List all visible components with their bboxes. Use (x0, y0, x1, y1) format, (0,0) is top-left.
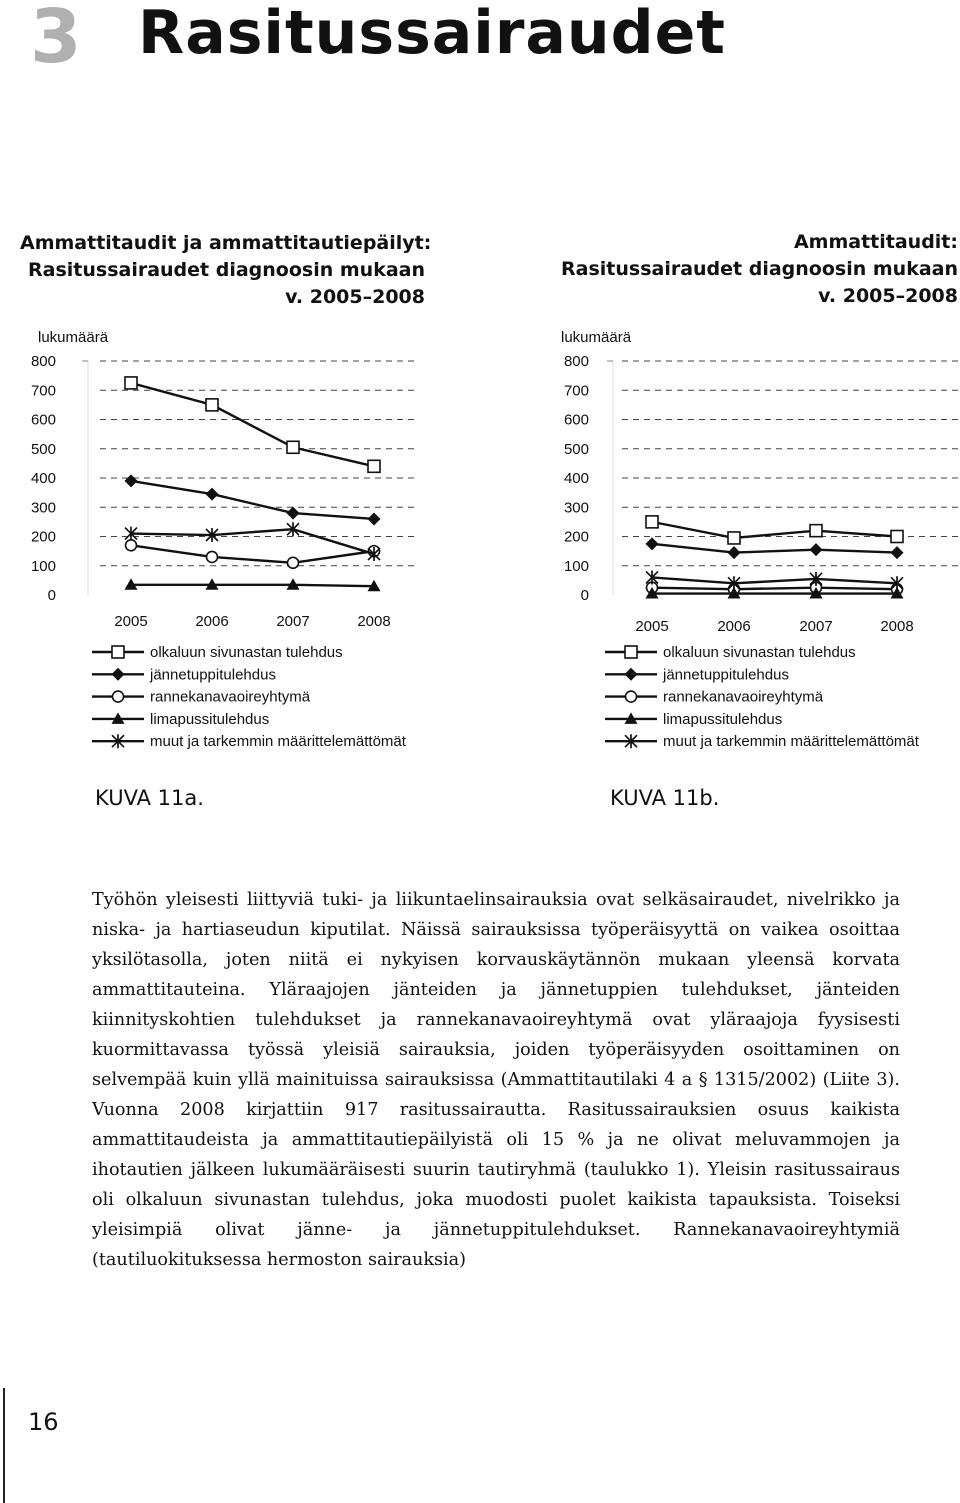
x-tick-label: 2007 (799, 618, 833, 635)
data-point (206, 488, 219, 501)
data-point (368, 460, 380, 472)
x-tick-label: 2005 (114, 613, 148, 630)
legend-label: rannekanavaoireyhtymä (663, 688, 824, 706)
legend-marker (113, 691, 124, 702)
chart-b (500, 318, 960, 758)
y-tick-label: 200 (563, 528, 589, 546)
series-diamond (646, 537, 904, 559)
series-line (131, 383, 374, 466)
legend-label: muut ja tarkemmin määrittelemättömät (150, 733, 406, 751)
series-line (652, 544, 897, 553)
y-tick-label: 500 (563, 440, 589, 458)
legend-label: jännetuppitulehdus (150, 666, 276, 684)
y-tick-label: 400 (30, 470, 56, 487)
legend-item (605, 666, 789, 683)
y-axis-label: lukumäärä (561, 329, 632, 346)
y-tick-label: 600 (30, 411, 56, 429)
legend-label: limapussitulehdus (663, 710, 783, 728)
legend-item (92, 666, 276, 683)
data-point (287, 507, 300, 520)
y-tick-label: 100 (30, 557, 56, 575)
series-square (125, 377, 380, 472)
data-point (728, 546, 741, 559)
x-tick-label: 2008 (357, 613, 391, 630)
margin-rule (3, 1388, 5, 1503)
legend-marker (625, 668, 638, 681)
y-tick-label: 0 (47, 587, 56, 604)
chart-b-title-line: Ammattitaudit: (793, 231, 958, 253)
series-line (131, 481, 374, 519)
data-point (368, 512, 381, 525)
y-tick-label: 300 (563, 499, 589, 517)
data-point (646, 537, 659, 550)
data-point (287, 441, 299, 453)
x-tick-label: 2008 (880, 618, 914, 635)
legend-marker (112, 668, 125, 681)
legend-label: olkaluun sivunastan tulehdus (150, 644, 343, 661)
data-point (810, 543, 823, 556)
chart-a-title-line: Rasitussairaudet diagnoosin mukaan (28, 259, 425, 281)
legend-label: jännetuppitulehdus (663, 666, 789, 684)
series-line (652, 588, 897, 589)
chapter-number: 3 (30, 0, 82, 80)
y-axis-label: lukumäärä (38, 329, 109, 346)
series-line (131, 545, 374, 563)
data-point (125, 377, 137, 389)
legend-label: muut ja tarkemmin määrittelemättömät (663, 733, 919, 751)
series-line (652, 577, 897, 583)
x-tick-label: 2007 (276, 613, 310, 630)
chart-a (0, 318, 470, 758)
chart-a-title-line: Ammattitaudit ja ammattitautiepäilyt: (20, 232, 432, 254)
y-tick-label: 200 (30, 528, 56, 546)
data-point (810, 525, 822, 537)
chart-b-title-line: v. 2005–2008 (818, 285, 958, 307)
x-tick-label: 2006 (717, 618, 751, 635)
data-point (891, 546, 904, 559)
body-paragraph: Työhön yleisesti liittyviä tuki- ja liikuntaelinsairauksia ovat selkäsairaudet, nivelrikko ja niska- ja hartiaseudun kiputilat. Näissä sairauksissa työperäisyyttä on vaikea osoittaa yksilötasolla, joten niitä ei nykyisen korvauskäytännön mukaan yleensä korvata ammattitauteina. Yläraajojen jänteiden ja jännetuppien tulehdukset, jänteiden kiinnityskohtien tulehdukset ja rannekanavaoireyhtymä ovat yläraajoja fyysisesti kuormittavassa työssä yleisiä sairauksia, joiden työperäisyyden osoittaminen on selvempää kuin yllä mainituissa sairauksissa (Ammattitautilaki 4 a § 1315/2002) (Liite 3). Vuonna 2008 kirjattiin 917 rasitussairautta. Rasitussairauksien osuus kaikista ammattitaudeista ja ammattitautiepäilyistä oli 15 % ja ne olivat meluvammojen ja ihotautien jälkeen lukumääräisesti suurin tautiryhmä (taulukko 1). Yleisin rasitussairaus oli olkaluun sivunastan tulehdus, joka muodosti puolet kaikista tapauksista. Toiseksi yleisimpiä olivat jänne- ja jännetuppitulehdukset. Rannekanavaoireyhtymiä (tautiluokituksessa hermoston sairauksia) (92, 890, 900, 1270)
x-tick-label: 2005 (635, 618, 669, 635)
legend-item (92, 733, 407, 750)
page-number: 16 (28, 1408, 59, 1436)
legend-item (92, 711, 269, 728)
y-tick-label: 800 (30, 353, 56, 370)
data-point (646, 516, 658, 528)
data-point (728, 532, 740, 544)
figure-caption-b: KUVA 11b. (610, 786, 720, 810)
series-diamond (125, 474, 381, 525)
series-line (131, 585, 374, 586)
series-line (652, 522, 897, 538)
legend-marker (626, 691, 637, 702)
chart-a-title-line: v. 2005–2008 (285, 286, 425, 308)
legend-item (605, 644, 856, 661)
series-square (646, 516, 903, 544)
data-point (126, 540, 137, 551)
y-tick-label: 800 (563, 353, 589, 370)
data-point (206, 399, 218, 411)
legend-item (605, 733, 920, 750)
y-tick-label: 400 (563, 470, 589, 487)
chart-a-title (20, 230, 432, 311)
legend-item (92, 689, 311, 706)
data-point (125, 474, 138, 487)
data-point (207, 551, 218, 562)
legend-label: limapussitulehdus (150, 710, 270, 728)
series-triangle (125, 578, 381, 591)
legend-label: olkaluun sivunastan tulehdus (663, 644, 856, 661)
legend-marker (112, 646, 124, 658)
y-tick-label: 100 (563, 557, 589, 575)
legend-item (92, 644, 343, 661)
data-point (288, 557, 299, 568)
x-tick-label: 2006 (195, 613, 229, 630)
y-tick-label: 600 (563, 411, 589, 429)
chart-b-title (540, 229, 958, 310)
y-tick-label: 0 (580, 587, 589, 604)
chart-b-title-line: Rasitussairaudet diagnoosin mukaan (561, 258, 958, 280)
y-tick-label: 700 (30, 382, 56, 400)
y-tick-label: 300 (30, 499, 56, 517)
legend-item (605, 689, 824, 706)
y-tick-label: 500 (30, 440, 56, 458)
chapter-title: Rasitussairaudet (138, 0, 726, 68)
data-point (891, 531, 903, 543)
y-tick-label: 700 (563, 382, 589, 400)
figure-caption-a: KUVA 11a. (95, 786, 204, 810)
legend-item (605, 711, 782, 728)
legend-label: rannekanavaoireyhtymä (150, 688, 311, 706)
legend-marker (625, 646, 637, 658)
